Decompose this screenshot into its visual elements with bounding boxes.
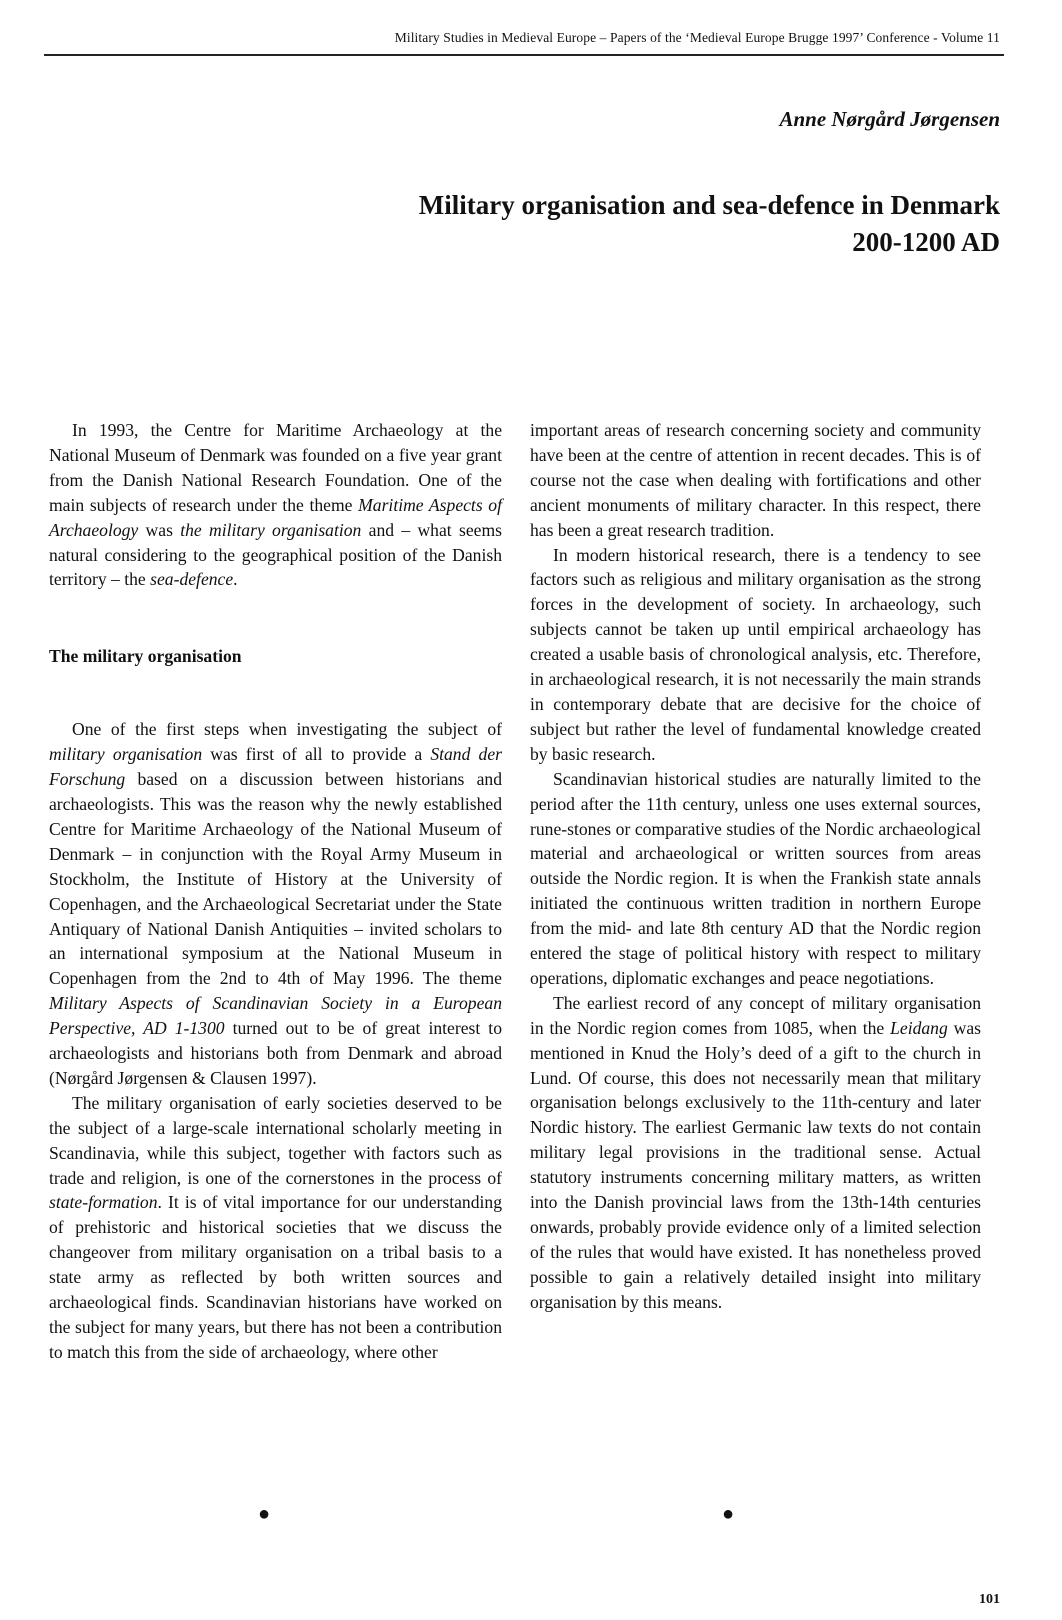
article-title xyxy=(300,187,1000,261)
body-paragraph: important areas of research concerning society and community have been at the centre of attention in recent decades. This is of course not the case when dealing with fortifications and other ancient monuments of military character. In this respect, there has been a great research tradition. xyxy=(530,420,981,540)
scan-mark-right: ● xyxy=(722,1503,735,1525)
author-name: Anne Nørgård Jørgensen xyxy=(779,107,1000,131)
intro-paragraph: In 1993, the Centre for Maritime Archaeology at the National Museum of Denmark was founded on a five year grant from the Danish National Research Foundation. One of the main subjects of research under the theme Maritime Aspects of Archaeology was the military organisation and – what seems natural considering to the geographical position of the Danish territory – the sea-defence. xyxy=(49,420,502,590)
page-number: 101 xyxy=(979,1592,1000,1607)
section-heading: The military organisation xyxy=(49,646,242,667)
title-line-1: Military organisation and sea-defence in Denmark xyxy=(418,190,1000,220)
title-line-2: 200-1200 AD xyxy=(852,227,1000,257)
running-header: Military Studies in Medieval Europe – Papers of the ‘Medieval Europe Brugge 1997’ Conference - Volume 11 xyxy=(394,30,1000,45)
body-paragraph: The earliest record of any concept of military organisation in the Nordic region comes from 1085, when the Leidang was mentioned in Knud the Holy’s deed of a gift to the church in Lund. Of course, this does not necessarily mean that military organisation belongs exclusively to the 11th-century and later Nordic history. The earliest Germanic law texts do not contain military legal provisions in the traditional sense. Actual statutory instruments concerning military matters, as written into the Danish provincial laws from the 13th-14th centuries onwards, probably provide evidence only of a limited selection of the rules that would have existed. It has nonetheless proved possible to gain a relatively detailed insight into military organisation by this means. xyxy=(530,992,981,1312)
left-column xyxy=(49,418,502,1365)
header-rule xyxy=(44,54,1004,56)
scan-mark-left: ● xyxy=(258,1503,271,1525)
body-paragraph: The military organisation of early societies deserved to be the subject of a large-scale international scholarly meeting in Scandinavia, while this subject, together with factors such as trade and religion, is one of the cornerstones in the process of state-formation. It is of vital importance for our understanding of prehistoric and historical societies that we discuss the changeover from military organisation on a tribal basis to a state army as reflected by both written sources and archaeological finds. Scandinavian historians have worked on the subject for many years, but there has not been a contribution to match this from the side of archaeology, where other xyxy=(49,1092,502,1362)
body-paragraph: In modern historical research, there is a tendency to see factors such as religious and military organisation as the strong forces in the development of society. In archaeology, such subjects cannot be taken up until empirical archaeology has created a usable basis of chronological analysis, etc. Therefore, in archaeological research, it is not necessarily the main strands in contemporary debate that are decisive for the choice of subject but rather the level of fundamental knowledge created by basic research. xyxy=(530,544,981,764)
body-paragraph: One of the first steps when investigating the subject of military organisation was first of all to provide a Stand der Forschung based on a discussion between historians and archaeologists. This was the reason why the newly established Centre for Maritime Archaeology of the National Museum of Denmark – in conjunction with the Royal Army Museum in Stockholm, the Institute of History at the University of Copenhagen, and the Archaeological Secretariat under the State Antiquary of National Danish Antiquities – invited scholars to an international symposium at the National Museum in Copenhagen from the 2nd to 4th of May 1996. The theme Military Aspects of Scandinavian Society in a European Perspective, AD 1-1300 turned out to be of great interest to archaeologists and historians both from Denmark and abroad (Nørgård Jørgensen & Clausen 1997). xyxy=(49,719,502,1088)
body-paragraph: Scandinavian historical studies are naturally limited to the period after the 11th century, unless one uses external sources, rune-stones or comparative studies of the Nordic archaeological material and archaeological or written sources from areas outside the Nordic region. It is when the Frankish state annals initiated the continuous written tradition in northern Europe from the mid- and late 8th century AD that the Nordic region entered the stage of political history with respect to military operations, diplomatic exchanges and peace negotiations. xyxy=(530,768,981,988)
right-column xyxy=(530,418,981,1315)
